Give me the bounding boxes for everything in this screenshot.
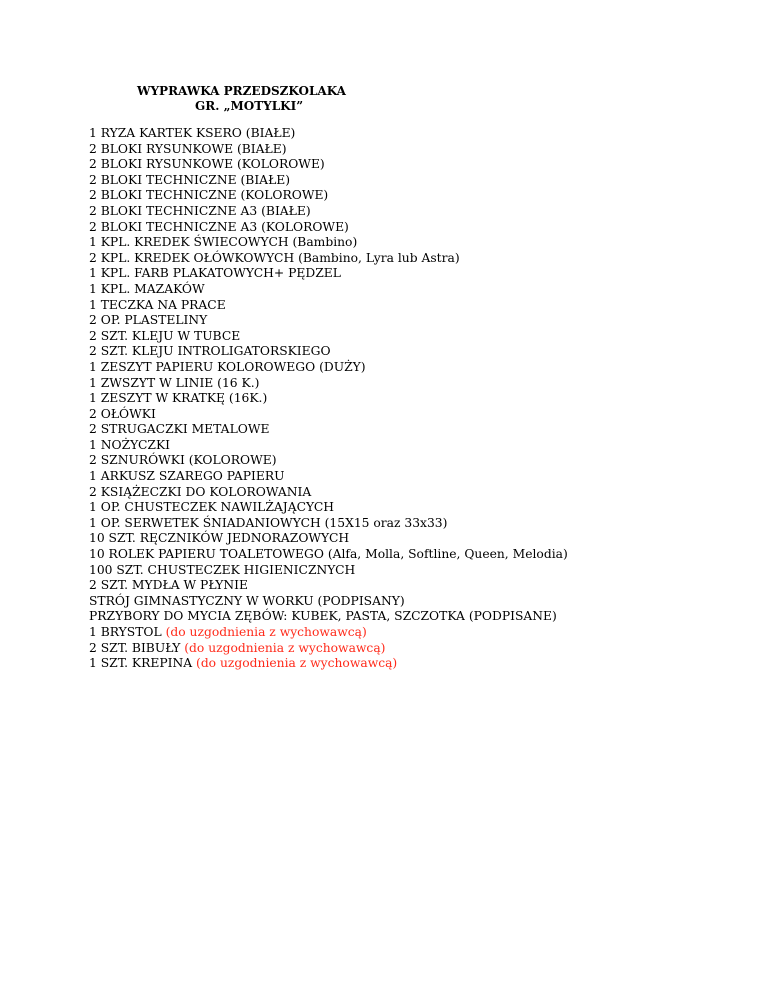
list-item [89, 251, 568, 267]
list-item-text: 10 ROLEK PAPIERU TOALETOWEGO (Alfa, Molla, Softline, Queen, Melodia) [89, 547, 568, 562]
list-item-text: 2 KPL. KREDEK OŁÓWKOWYCH (Bambino, Lyra lub Astra) [89, 250, 460, 265]
list-item [89, 609, 568, 625]
list-item [89, 266, 568, 282]
list-item [89, 453, 568, 469]
list-item [89, 344, 568, 360]
list-item-text: 2 BLOKI RYSUNKOWE (BIAŁE) [89, 141, 287, 156]
list-item [89, 531, 568, 547]
list-item [89, 547, 568, 563]
list-item-text: 2 BLOKI TECHNICZNE A3 (BIAŁE) [89, 203, 311, 218]
list-item-text: 2 SZT. BIBUŁY [89, 640, 185, 655]
list-item [89, 142, 568, 158]
list-item [89, 516, 568, 532]
list-item-text: PRZYBORY DO MYCIA ZĘBÓW: KUBEK, PASTA, SZCZOTKA (PODPISANE) [89, 609, 557, 624]
list-item [89, 625, 568, 641]
list-item-text: 1 TECZKA NA PRACE [89, 297, 226, 312]
list-item-text: 1 BRYSTOL [89, 625, 166, 639]
list-item-text: 2 OP. PLASTELINY [89, 313, 208, 328]
list-item-text: 1 NOŻYCZKI [89, 437, 171, 452]
list-item-text: 2 SZNURÓWKI (KOLOROWE) [89, 453, 277, 468]
title-line-1: WYPRAWKA PRZEDSZKOLAKA [137, 84, 346, 98]
list-item-text: 2 OŁÓWKI [89, 406, 156, 421]
list-item [89, 204, 568, 220]
list-item [89, 407, 568, 423]
list-item-text: 1 KPL. FARB PLAKATOWYCH+ PĘDZEL [89, 266, 341, 281]
list-item [89, 188, 568, 204]
list-item-text: 2 SZT. KLEJU INTROLIGATORSKIEGO [89, 344, 331, 359]
list-item-text: 2 BLOKI RYSUNKOWE (KOLOROWE) [89, 157, 325, 172]
list-item [89, 641, 568, 657]
list-item [89, 329, 568, 345]
list-item-text: 2 SZT. KLEJU W TUBCE [89, 328, 241, 343]
list-item [89, 157, 568, 173]
list-item-text: 100 SZT. CHUSTECZEK HIGIENICZNYCH [89, 562, 356, 577]
list-item-text: 2 BLOKI TECHNICZNE (BIAŁE) [89, 172, 291, 187]
list-item [89, 422, 568, 438]
list-item-text: 1 OP. SERWETEK ŚNIADANIOWYCH (15X15 oraz 33x33) [89, 515, 448, 530]
list-item-text: 10 SZT. RĘCZNIKÓW JEDNORAZOWYCH [89, 531, 350, 546]
list-item-text: 2 KSIĄŻECZKI DO KOLOROWANIA [89, 484, 312, 499]
list-item-text: 1 KPL. MAZAKÓW [89, 281, 205, 296]
list-item [89, 313, 568, 329]
list-item-text: 1 ARKUSZ SZAREGO PAPIERU [89, 469, 285, 484]
list-item [89, 391, 568, 407]
list-item [89, 298, 568, 314]
list-item-text: 1 KPL. KREDEK ŚWIECOWYCH (Bambino) [89, 235, 358, 250]
list-item [89, 173, 568, 189]
list-item [89, 563, 568, 579]
list-item [89, 578, 568, 594]
list-item [89, 594, 568, 610]
list-item [89, 235, 568, 251]
list-item [89, 282, 568, 298]
list-item-text: 1 OP. CHUSTECZEK NAWILŻAJĄCYCH [89, 500, 335, 515]
list-item [89, 376, 568, 392]
list-item [89, 126, 568, 142]
list-item-text: 1 ZESZYT PAPIERU KOLOROWEGO (DUŻY) [89, 359, 366, 374]
list-item-note: (do uzgodnienia z wychowawcą) [165, 625, 367, 639]
list-item-text: 1 ZWSZYT W LINIE (16 K.) [89, 375, 260, 390]
list-item [89, 220, 568, 236]
document-title [137, 84, 377, 114]
list-item-text: 2 BLOKI TECHNICZNE A3 (KOLOROWE) [89, 219, 349, 234]
list-item [89, 360, 568, 376]
supply-list [89, 126, 568, 672]
list-item-text: 2 SZT. MYDŁA W PŁYNIE [89, 578, 249, 593]
list-item [89, 485, 568, 501]
title-line-2: GR. „MOTYLKI” [195, 99, 304, 113]
list-item-text: 1 RYZA KARTEK KSERO (BIAŁE) [89, 126, 296, 140]
list-item-text: 2 BLOKI TECHNICZNE (KOLOROWE) [89, 188, 329, 203]
list-item-text: STRÓJ GIMNASTYCZNY W WORKU (PODPISANY) [89, 593, 405, 608]
list-item-text: 2 STRUGACZKI METALOWE [89, 422, 270, 437]
list-item [89, 438, 568, 454]
list-item-text: 1 ZESZYT W KRATKĘ (16K.) [89, 391, 268, 406]
list-item [89, 469, 568, 485]
list-item-note: (do uzgodnienia z wychowawcą) [184, 640, 386, 655]
list-item [89, 656, 568, 672]
list-item-note: (do uzgodnienia z wychowawcą) [196, 656, 398, 671]
list-item-text: 1 SZT. KREPINA [89, 656, 197, 671]
list-item [89, 500, 568, 516]
